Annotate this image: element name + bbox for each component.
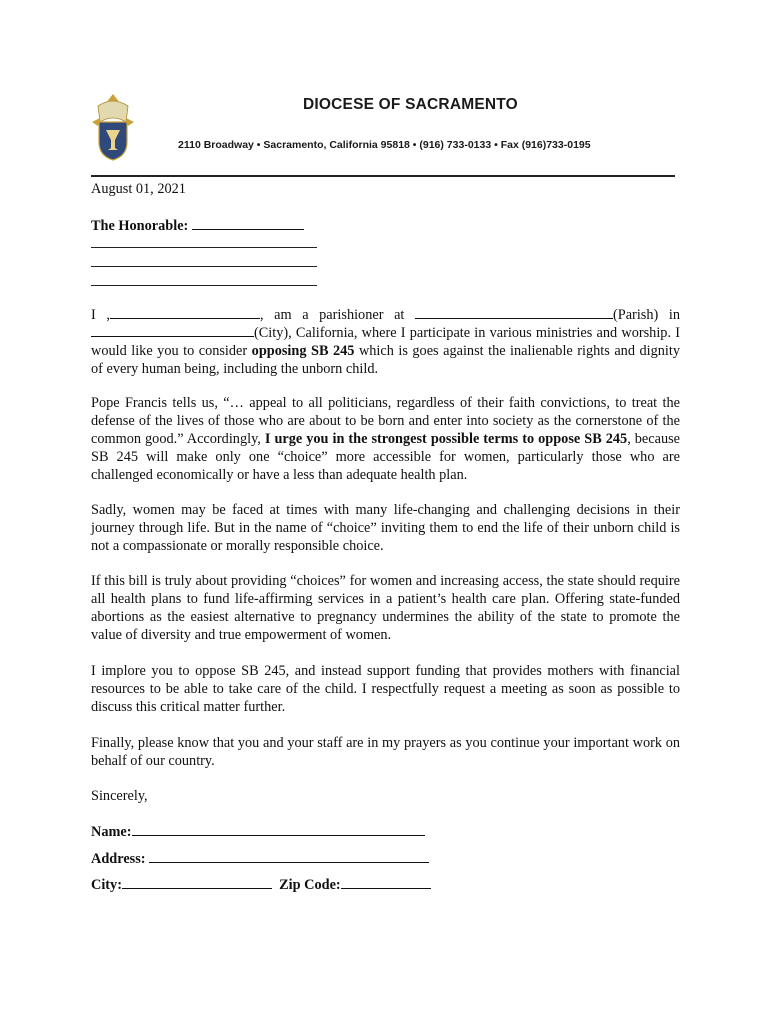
p2-text-1: Pope Francis tells us, “… appeal to all politicians, regardless of their faith convictions, to treat the defense of the lives of those who are about to be born and enter into society as the cornerstone of the common good.” Accordingly,: [91, 395, 680, 447]
zip-blank[interactable]: [341, 876, 431, 889]
p1-text-2: , am a parishioner at: [259, 307, 405, 323]
p2-text-3: , because SB 245 will make only one “choice” more accessible for women, particularly those who are challenged economically or have a less than adequate health plan.: [91, 431, 681, 483]
p1-text-3: (Parish) in: [613, 307, 680, 323]
honorable-label: The Honorable:: [91, 218, 189, 234]
paragraph-5: I implore you to oppose SB 245, and instead support funding that provides mothers with financial resources to be able to take care of the child. I respectfully request a meeting as soon as possible to discuss this critical matter further.: [91, 663, 680, 715]
name-field: [91, 823, 425, 841]
city-blank[interactable]: [91, 324, 254, 337]
city-zip-field: [91, 876, 431, 894]
recipient-address-line-2[interactable]: [91, 266, 317, 267]
parishioner-name-blank[interactable]: [110, 306, 260, 319]
name-label: Name:: [91, 824, 132, 840]
address-label: Address:: [91, 851, 146, 867]
p1-text-1: I ,: [91, 307, 110, 323]
header-divider: [91, 175, 675, 177]
organization-name: DIOCESE OF SACRAMENTO: [303, 96, 518, 113]
paragraph-1: [91, 306, 680, 378]
p2-bold-urge: I urge you in the strongest possible terms to oppose SB 245: [264, 431, 628, 447]
letter-date: August 01, 2021: [91, 181, 186, 197]
diocese-crest-icon: [90, 92, 136, 162]
address-field: [91, 850, 429, 868]
name-blank[interactable]: [132, 823, 425, 836]
paragraph-4: If this bill is truly about providing “choices” for women and increasing access, the state should require all health plans to fund life-affirming services in a patient’s health care plan. Offering state-funded abortions as the easiest alternative to pregnancy undermines the ability of the state to promote the value of diversity and true empowerment of women.: [91, 573, 680, 643]
p1-text-6: which is goes against the inalienable rights and dignity of every human being, including the unborn child.: [91, 343, 680, 377]
parish-blank[interactable]: [415, 306, 613, 319]
organization-address: 2110 Broadway • Sacramento, California 95818 • (916) 733-0133 • Fax (916)733-0195: [178, 139, 591, 151]
honorable-name-blank[interactable]: [192, 216, 304, 230]
recipient-address-line-3[interactable]: [91, 285, 317, 286]
recipient-address-line-1[interactable]: [91, 247, 317, 248]
paragraph-6: Finally, please know that you and your staff are in my prayers as you continue your important work on behalf of our country.: [91, 735, 680, 769]
paragraph-3: Sadly, women may be faced at times with many life-changing and challenging decisions in their journey through life. But in the name of “choice” inviting them to end the life of their unborn child is not a compassionate or morally responsible choice.: [91, 502, 680, 554]
city-signature-blank[interactable]: [122, 876, 272, 889]
zip-label: Zip Code:: [279, 877, 341, 893]
city-label: City:: [91, 877, 122, 893]
p1-text-4: (City), California, where I participate in various ministries and worship. I would like you to consider: [91, 325, 680, 359]
paragraph-2: [91, 394, 680, 484]
p1-bold-opposing: opposing SB 245: [251, 343, 355, 359]
closing: Sincerely,: [91, 788, 148, 804]
honorable-field: [91, 216, 304, 235]
address-blank[interactable]: [149, 850, 429, 863]
